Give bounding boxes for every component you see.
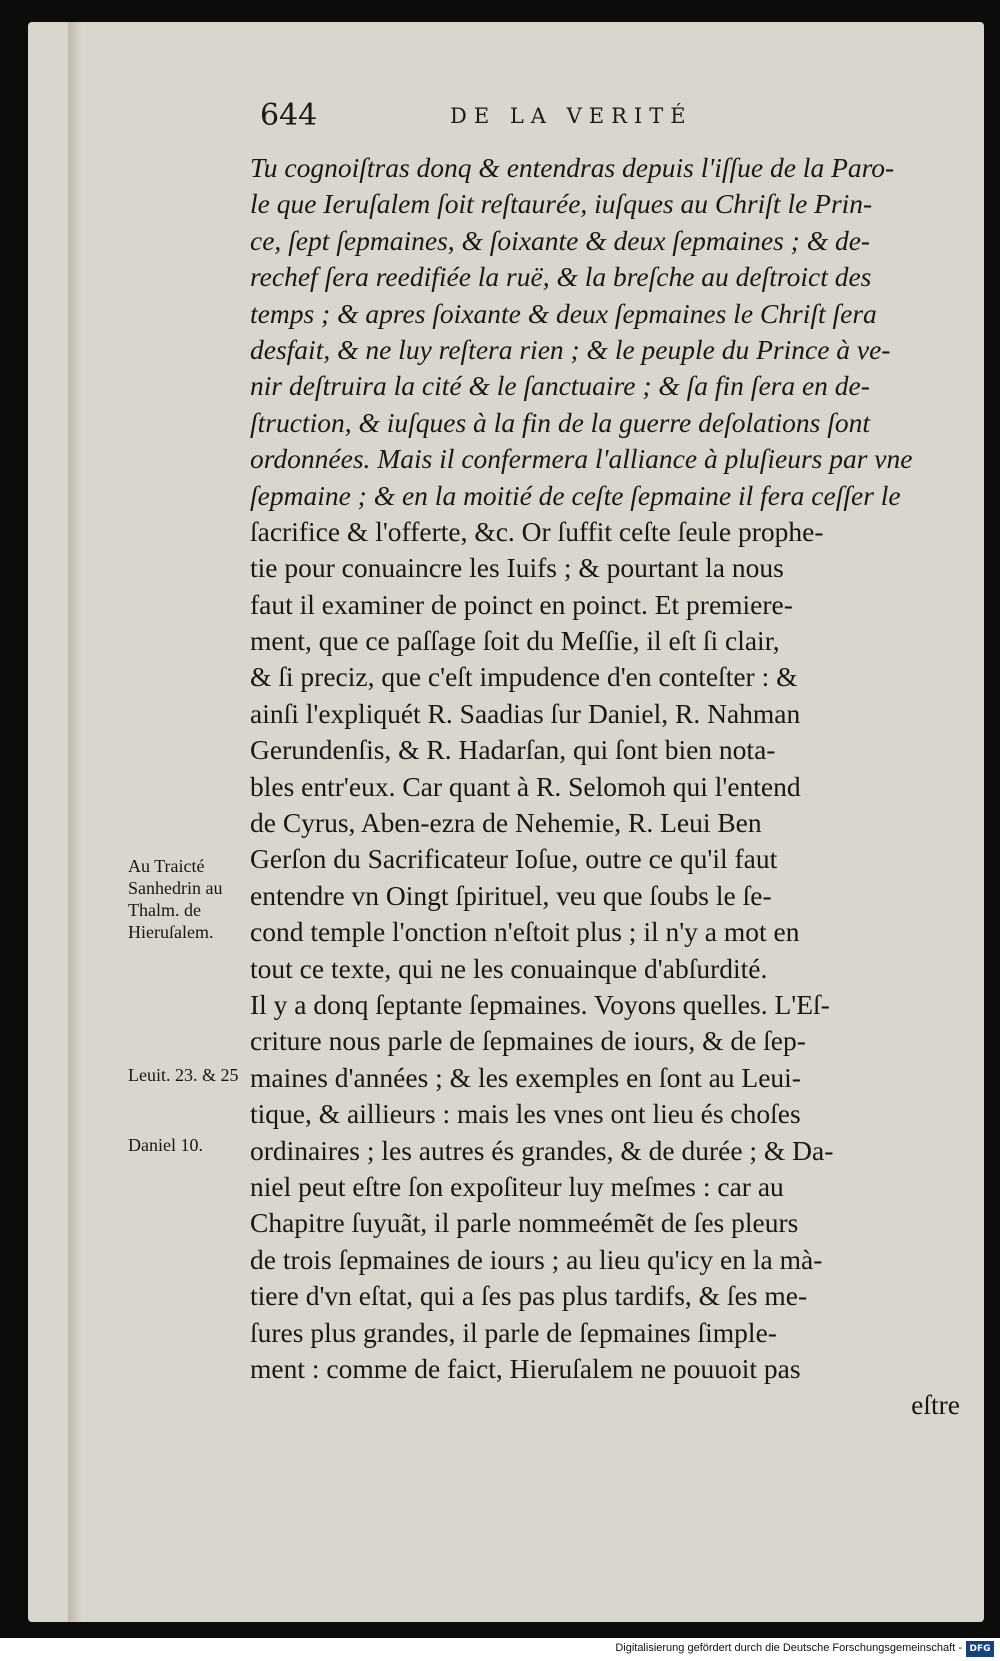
page-gutter (68, 22, 82, 1622)
text-line: tiere d'vn eſtat, qui a ſes pas plus tardifs, & ſes me- (250, 1280, 808, 1312)
margin-note-line: Sanhedrin au (128, 878, 223, 898)
text-line: tie pour conuaincre les Iuifs ; & pourtant la nous (250, 552, 784, 584)
text-line: ce, ſept ſepmaines, & ſoixante & deux ſepmaines ; & de- (250, 224, 871, 256)
margin-note-line: Hieruſalem. (128, 922, 214, 942)
text-line: de trois ſepmaines de iours ; au lieu qu'icy en la mà- (250, 1243, 823, 1275)
text-line: ſures plus grandes, il parle de ſepmaines ſimple- (250, 1316, 777, 1348)
text-line: Gerſon du Sacrificateur Ioſue, outre ce qu'il faut (250, 843, 778, 875)
text-line: maines d'années ; & les exemples en ſont au Leui- (250, 1061, 801, 1093)
text-line: ment, que ce paſſage ſoit du Meſſie, il eſt ſi clair, (250, 625, 780, 657)
text-line: criture nous parle de ſepmaines de iours, & de ſep- (250, 1025, 806, 1057)
text-line: niel peut eſtre ſon expoſiteur luy meſmes : car au (250, 1170, 784, 1202)
text-line: ſepmaine ; & en la moitié de ceſte ſepmaine il fera ceſſer le (250, 479, 901, 511)
text-line: ſtruction, & iuſques à la fin de la guerre deſolations ſont (250, 406, 870, 438)
text-line: & ſi preciz, que c'eſt impudence d'en conteſter : & (250, 661, 798, 693)
text-line: temps ; & apres ſoixante & deux ſepmaines le Chriſt ſera (250, 297, 877, 329)
text-line: bles entr'eux. Car quant à R. Selomoh qui l'entend (250, 770, 801, 802)
main-text (250, 150, 970, 1424)
margin-note-line: Thalm. de (128, 900, 201, 920)
page-number: 644 (260, 98, 318, 133)
margin-note-line: Leuit. 23. & 25 (128, 1065, 239, 1085)
text-line: ordonnées. Mais il confermera l'alliance à pluſieurs par vne (250, 443, 913, 475)
text-line: Il y a donq ſeptante ſepmaines. Voyons quelles. L'Eſ- (250, 988, 830, 1020)
text-line: ordinaires ; les autres és grandes, & de durée ; & Da- (250, 1134, 834, 1166)
margin-note-leuit (128, 1064, 298, 1086)
text-line: ſacrifice & l'offerte, &c. Or ſuffit ceſte ſeule prophe- (250, 515, 824, 547)
text-line: Chapitre ſuyuãt, il parle nommeémẽt de ſes pleurs (250, 1207, 799, 1239)
running-head: DE LA VERITÉ (450, 104, 693, 128)
text-line: ainſi l'expliquét R. Saadias ſur Daniel, R. Nahman (250, 697, 801, 729)
margin-note-line: Daniel 10. (128, 1135, 203, 1155)
margin-note-sanhedrin (128, 855, 298, 943)
text-line: cond temple l'onction n'eſtoit plus ; il n'y a mot en (250, 916, 800, 948)
margin-note-line: Au Traicté (128, 856, 205, 876)
text-line: tique, & aillieurs : mais les vnes ont lieu és choſes (250, 1098, 801, 1130)
dfg-logo: DFG (966, 1641, 994, 1657)
text-line: ment : comme de faict, Hieruſalem ne pouuoit pas (250, 1352, 801, 1384)
text-line: Tu cognoiſtras donq & entendras depuis l'iſſue de la Paro- (250, 152, 895, 183)
text-line: nir deſtruira la cité & le ſanctuaire ; & ſa fin ſera en de- (250, 370, 870, 402)
margin-note-daniel (128, 1134, 298, 1156)
text-line: de Cyrus, Aben-ezra de Nehemie, R. Leui Ben (250, 807, 762, 839)
text-line: desfait, & ne luy reſtera rien ; & le peuple du Prince à ve- (250, 333, 891, 365)
text-line: faut il examiner de poinct en poinct. Et premiere- (250, 588, 793, 620)
text-line: rechef ſera reedifiée la ruë, & la breſche au deſtroict des (250, 261, 872, 293)
text-line: Gerundenſis, & R. Hadarſan, qui ſont bien nota- (250, 734, 776, 766)
footer-credit: Digitalisierung gefördert durch die Deutsche Forschungsgemeinschaft - (615, 1642, 962, 1654)
footer-bar (0, 1638, 1000, 1661)
page-header (250, 98, 770, 144)
text-line: entendre vn Oingt ſpirituel, veu que ſoubs le ſe- (250, 879, 772, 911)
catchword: eſtre (911, 1389, 960, 1421)
text-line: tout ce texte, qui ne les conuainque d'abſurdité. (250, 952, 768, 984)
text-line: le que Ieruſalem ſoit reſtaurée, iuſques au Chriſt le Prin- (250, 188, 873, 220)
